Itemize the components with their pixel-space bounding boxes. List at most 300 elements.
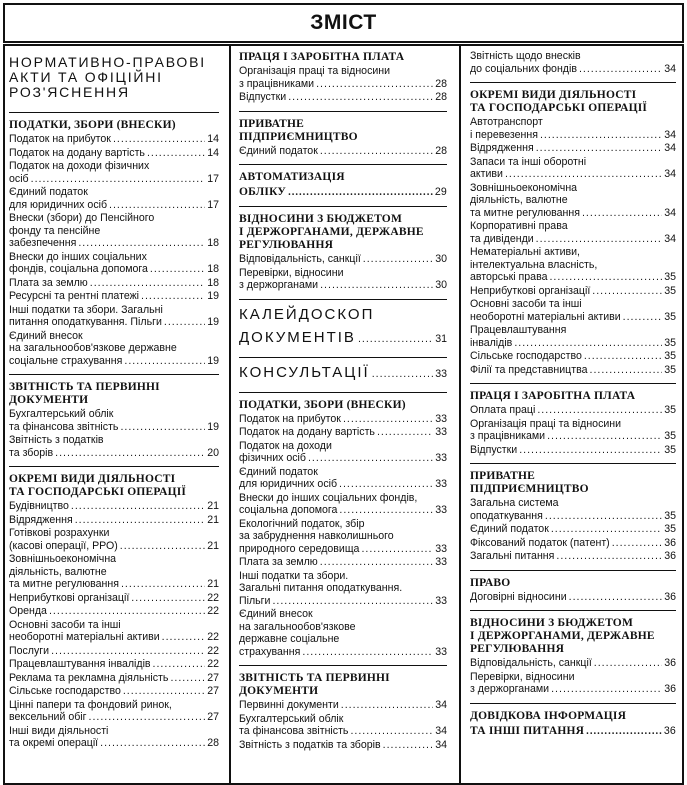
contents-entry[interactable] [239, 91, 447, 104]
page-number: 29 [434, 186, 447, 198]
entry-last-line [239, 543, 447, 556]
dot-leader [121, 578, 205, 591]
contents-entry[interactable] [470, 220, 676, 245]
contents-entry[interactable] [9, 186, 219, 211]
entry-last-line [470, 311, 676, 324]
contents-entry[interactable] [9, 553, 219, 591]
entry-last-line [9, 631, 219, 644]
dot-leader [55, 447, 205, 460]
entry-last-line [9, 658, 219, 671]
section-heading-line: ПРАЦЯ І ЗАРОБІТНА ПЛАТА [470, 390, 636, 402]
section-heading-entry[interactable] [239, 186, 447, 199]
contents-entry[interactable] [9, 212, 219, 250]
entry-text: з держорганами [239, 279, 319, 291]
entry-last-line [470, 271, 676, 284]
entry-text: і перевезення [470, 128, 538, 141]
entry-last-line [239, 452, 447, 465]
entry-last-line [239, 253, 447, 266]
page-number: 22 [207, 605, 219, 617]
section-heading-line: ОКРЕМІ ВИДИ ДІЯЛЬНОСТІ [470, 89, 637, 101]
contents-entry[interactable] [9, 645, 219, 658]
page-number: 36 [664, 550, 676, 562]
entry-text: питання оподаткування. Пільги [9, 316, 162, 328]
contents-section [470, 470, 676, 571]
dot-leader [113, 133, 205, 146]
section-heading-line: АКТИ ТА ОФІЦІЙНІ [9, 69, 163, 85]
section-heading-block [9, 55, 219, 100]
entry-last-line [470, 510, 676, 523]
page-number: 28 [435, 144, 447, 157]
page-number: 19 [207, 420, 219, 433]
entry-last-line [9, 173, 219, 186]
entry-text-line: діяльність, валютне [470, 194, 568, 206]
page-number: 36 [664, 536, 676, 549]
page-number: 22 [207, 591, 219, 604]
entry-text-line: Внески до інших соціальних [9, 250, 147, 263]
section-heading-line: КАЛЕЙДОСКОП [239, 305, 375, 323]
page-number: 34 [664, 128, 676, 141]
dot-leader [150, 263, 205, 276]
dot-leader [549, 271, 662, 284]
entry-text-line: Єдиний податок [239, 465, 318, 478]
section-heading-line: ПІДПРИЄМНИЦТВО [470, 483, 589, 495]
entry-last-line [239, 91, 447, 104]
page-number: 33 [435, 478, 447, 490]
page-number: 17 [207, 172, 219, 185]
contents-entry[interactable] [9, 514, 219, 527]
entry-text-line: Інші податки та збори. Загальні [9, 303, 163, 316]
entry-text-line: діяльність, валютне [9, 565, 107, 578]
page-number: 30 [435, 279, 447, 291]
entry-text: Ресурсні та рентні платежі [9, 290, 140, 302]
entry-text-line: Інші податки та збори. [239, 569, 349, 582]
section-heading-line: ПРИВАТНЕ [470, 470, 536, 482]
section-heading-block [9, 473, 219, 499]
entry-text-line: Працевлаштування [470, 324, 567, 336]
section-heading-line: ПОДАТКИ, ЗБОРИ (ВНЕСКИ) [9, 119, 176, 131]
entry-text-line: Цінні папери та фондовий ринок, [9, 698, 172, 711]
dot-leader [164, 316, 205, 329]
entry-last-line [239, 478, 447, 491]
contents-section [470, 577, 676, 612]
entry-last-line [239, 279, 447, 292]
entry-text: Договірні відносини [470, 590, 567, 603]
entry-text-line: Основні засоби та інші [9, 618, 121, 631]
dot-leader [623, 311, 663, 324]
entry-last-line [470, 537, 676, 550]
entry-last-line [239, 699, 447, 712]
entry-text: необоротні матеріальні активи [9, 631, 160, 643]
entry-last-line [470, 725, 676, 738]
contents-entry[interactable] [470, 142, 676, 155]
page-number: 34 [435, 699, 447, 711]
entry-text: Послуги [9, 644, 50, 657]
entry-text: з працівниками [470, 430, 546, 442]
entry-text: оподаткування [470, 509, 543, 522]
page-number: 22 [207, 658, 219, 670]
dot-leader [90, 277, 205, 290]
entry-text: (касові операції, РРО) [9, 539, 118, 552]
page-number: 31 [435, 332, 447, 345]
section-heading-line: ДОКУМЕНТИ [239, 685, 319, 697]
contents-entry[interactable] [470, 523, 676, 536]
entry-text: з працівниками [239, 77, 315, 90]
dot-leader [551, 683, 662, 696]
section-heading-block [470, 617, 676, 656]
page-number: 21 [207, 500, 219, 512]
entry-text: та митне регулювання [470, 206, 580, 219]
entry-text: Неприбуткові організації [470, 284, 591, 297]
entry-text: Відповідальність, санкції [239, 253, 361, 265]
dot-leader [75, 514, 205, 527]
contents-entry[interactable] [470, 550, 676, 563]
entry-last-line [470, 444, 676, 457]
dot-leader [100, 737, 205, 750]
contents-entry[interactable] [239, 492, 447, 517]
dot-leader [537, 404, 662, 417]
page-number: 18 [207, 237, 219, 249]
contents-entry[interactable] [239, 699, 447, 712]
entry-last-line [239, 186, 447, 199]
entry-text: з держорганами [470, 683, 550, 695]
section-heading-last[interactable] [239, 364, 447, 381]
contents-entry[interactable] [470, 591, 676, 604]
page-number: 33 [435, 645, 447, 658]
contents-entry[interactable] [470, 364, 676, 377]
entry-text: Відпустки [470, 443, 518, 456]
contents-entry[interactable] [239, 556, 447, 569]
contents-entry[interactable] [9, 527, 219, 552]
section-heading-line: ТА ГОСПОДАРСЬКІ ОПЕРАЦІЇ [9, 486, 187, 498]
contents-entry[interactable] [9, 304, 219, 329]
contents-frame [3, 44, 684, 785]
contents-entry[interactable] [470, 537, 676, 550]
dot-leader [594, 657, 662, 670]
section-heading-line: ПОДАТКИ, ЗБОРИ (ВНЕСКИ) [239, 398, 406, 411]
page-number: 35 [664, 509, 676, 522]
contents-entry[interactable] [9, 408, 219, 433]
entry-last-line [470, 350, 676, 363]
dot-leader [361, 543, 433, 556]
section-heading-line: РЕГУЛЮВАННЯ [470, 643, 565, 655]
column-divider [459, 46, 461, 783]
section-heading-line: ТА ГОСПОДАРСЬКІ ОПЕРАЦІЇ [470, 102, 648, 114]
entry-last-line [239, 739, 447, 752]
contents-entry[interactable] [239, 440, 447, 465]
contents-section [239, 51, 447, 112]
section-heading-line: ПІДПРИЄМНИЦТВО [239, 130, 358, 143]
contents-section [239, 118, 447, 166]
entry-text-line: Бухгалтерський облік [239, 712, 344, 725]
section-heading-block [470, 89, 676, 115]
title-box [3, 3, 684, 43]
contents-entry[interactable] [470, 404, 676, 417]
entry-text: Єдиний податок [470, 523, 549, 535]
page-number: 34 [664, 206, 676, 219]
contents-entry[interactable] [239, 466, 447, 491]
contents-entry[interactable] [9, 330, 219, 368]
page-number: 22 [207, 644, 219, 657]
entry-last-line [9, 263, 219, 276]
entry-text: інвалідів [470, 336, 513, 349]
contents-entry[interactable] [9, 605, 219, 618]
contents-entry[interactable] [239, 426, 447, 439]
page-number: 28 [435, 91, 447, 103]
section-heading-line: КОНСУЛЬТАЦІЇ [239, 363, 370, 381]
contents-entry[interactable] [470, 298, 676, 323]
dot-leader [582, 207, 662, 220]
dot-leader [584, 350, 662, 363]
page-number: 20 [207, 446, 219, 459]
section-heading-block [239, 399, 447, 412]
entry-text: та фінансова звітність [9, 420, 119, 433]
page-number: 19 [207, 354, 219, 367]
entry-text-line: державне соціальне [239, 633, 340, 645]
contents-entry[interactable] [239, 413, 447, 426]
section-heading-entry[interactable] [470, 725, 676, 738]
contents-entry[interactable] [470, 182, 676, 220]
contents-section [239, 171, 447, 207]
section-heading-line: РЕГУЛЮВАННЯ [239, 239, 334, 251]
dot-leader [170, 672, 205, 685]
entry-text: природного середовища [239, 542, 360, 555]
entry-text: до соціальних фондів [470, 62, 577, 75]
entry-text-line: Зовнішньоекономічна [9, 553, 117, 565]
entry-text: авторські права [470, 271, 548, 283]
entry-text: Загальні питання [470, 550, 555, 562]
contents-entry[interactable] [9, 672, 219, 685]
dot-leader [383, 739, 434, 752]
page-number: 34 [664, 168, 676, 180]
contents-entry[interactable] [470, 418, 676, 443]
dot-leader [519, 444, 662, 457]
contents-entry[interactable] [9, 725, 219, 750]
contents-entry[interactable] [239, 65, 447, 90]
entry-text-line: Організація праці та відносини [470, 417, 622, 430]
page-number: 36 [664, 590, 676, 603]
page-number: 35 [664, 350, 676, 362]
page-number: 33 [435, 426, 447, 438]
entry-last-line [9, 672, 219, 685]
page-number: 34 [664, 142, 676, 154]
contents-entry[interactable] [9, 160, 219, 185]
contents-entry[interactable] [470, 444, 676, 457]
entry-text-line: Організація праці та відносини [239, 65, 391, 77]
dot-leader [120, 421, 205, 434]
entry-text: Податок на додану вартість [9, 146, 145, 159]
entry-last-line [9, 421, 219, 434]
contents-entry[interactable] [470, 324, 676, 349]
entry-last-line [470, 523, 676, 536]
dot-leader [109, 199, 205, 212]
page-number: 34 [664, 232, 676, 245]
entry-text-line: Перевірки, відносини [470, 670, 575, 683]
entry-text: Відрядження [9, 513, 73, 526]
entry-last-line [470, 233, 676, 246]
contents-entry[interactable] [239, 713, 447, 738]
section-heading-last[interactable] [239, 329, 447, 346]
dot-leader [350, 725, 433, 738]
entry-last-line [9, 540, 219, 553]
entry-text: осіб [9, 172, 29, 185]
entry-last-line [470, 207, 676, 220]
contents-entry[interactable] [9, 685, 219, 698]
contents-entry[interactable] [239, 739, 447, 752]
entry-last-line [9, 605, 219, 618]
contents-entry[interactable] [239, 253, 447, 266]
page-number: 35 [664, 363, 676, 376]
contents-entry[interactable] [470, 497, 676, 522]
entry-text: Плата за землю [9, 276, 88, 289]
dot-leader [579, 63, 662, 76]
contents-entry[interactable] [470, 285, 676, 298]
entry-last-line [470, 683, 676, 696]
entry-last-line [470, 337, 676, 350]
entry-last-line [9, 355, 219, 368]
entry-text-line: Загальна система [470, 497, 559, 509]
entry-text: Оплата праці [470, 404, 536, 416]
contents-section [470, 617, 676, 704]
entry-last-line [9, 578, 219, 591]
contents-entry[interactable] [9, 434, 219, 459]
contents-entry[interactable] [9, 147, 219, 160]
contents-entry[interactable] [239, 608, 447, 658]
contents-entry[interactable] [9, 133, 219, 146]
contents-entry[interactable] [9, 500, 219, 513]
dot-leader [586, 725, 662, 738]
entry-text: Відпустки [239, 91, 287, 103]
contents-entry[interactable] [9, 290, 219, 303]
contents-entry[interactable] [9, 592, 219, 605]
page-number: 33 [435, 556, 447, 568]
dot-leader [545, 510, 662, 523]
contents-section [239, 213, 447, 300]
entry-last-line [239, 595, 447, 608]
section-heading-line: ПРАЦЯ І ЗАРОБІТНА ПЛАТА [239, 51, 405, 63]
contents-entry[interactable] [9, 277, 219, 290]
contents-column-3 [470, 49, 676, 751]
page-number: 34 [435, 725, 447, 737]
dot-leader [547, 430, 662, 443]
entry-last-line [239, 556, 447, 569]
page-number: 35 [664, 523, 676, 535]
entry-text: для юридичних осіб [9, 198, 108, 211]
dot-leader [556, 550, 662, 563]
page-number: 28 [435, 77, 447, 90]
page-number: 18 [207, 276, 219, 289]
entry-text: соціальна допомога [239, 504, 338, 516]
page-number: 21 [207, 578, 219, 590]
dot-leader [120, 540, 205, 553]
section-heading-line: ДОВІДКОВА ІНФОРМАЦІЯ [470, 709, 627, 722]
page-number: 21 [207, 513, 219, 526]
dot-leader [162, 631, 206, 644]
entry-text: вексельний обіг [9, 711, 87, 723]
contents-entry[interactable] [239, 570, 447, 608]
entry-text: необоротні матеріальні активи [470, 310, 621, 323]
contents-entry[interactable] [470, 657, 676, 670]
contents-entry[interactable] [9, 658, 219, 671]
section-heading-line: І ДЕРЖОРГАНАМИ, ДЕРЖАВНЕ [470, 630, 655, 642]
contents-entry[interactable] [239, 145, 447, 158]
entry-text-line: Готівкові розрахунки [9, 527, 110, 539]
contents-section [9, 55, 219, 113]
dot-leader [505, 168, 662, 181]
dot-leader [358, 333, 433, 345]
page-number: 35 [664, 443, 676, 456]
entry-text: та зборів [9, 446, 54, 459]
contents-entry[interactable] [470, 156, 676, 181]
page-number: 36 [663, 724, 676, 737]
entry-text-line: Перевірки, відносини [239, 266, 344, 279]
page-number: 27 [207, 711, 219, 723]
dot-leader [71, 500, 205, 513]
entry-text: забезпечення [9, 237, 77, 249]
entry-text-line: Податок на доходи фізичних [9, 160, 150, 172]
entry-text-line: Зовнішньоекономічна [470, 181, 578, 194]
entry-text: Реклама та рекламна діяльність [9, 671, 169, 684]
dot-leader [341, 699, 433, 712]
contents-entry[interactable] [470, 50, 676, 75]
entry-last-line [9, 290, 219, 303]
contents-entry[interactable] [239, 518, 447, 556]
entry-text: Філії та представництва [470, 363, 588, 376]
entry-last-line [470, 591, 676, 604]
section-heading-line: ВІДНОСИНИ З БЮДЖЕТОМ [239, 213, 403, 225]
entry-last-line [9, 592, 219, 605]
contents-entry[interactable] [239, 267, 447, 292]
contents-entry[interactable] [9, 251, 219, 276]
dot-leader [339, 478, 433, 491]
entry-text-line: Єдиний внесок [9, 329, 83, 342]
entry-last-line [9, 133, 219, 146]
page-number: 36 [664, 683, 676, 695]
page-number: 35 [664, 271, 676, 283]
dot-leader [288, 91, 433, 104]
dot-leader [320, 279, 433, 292]
entry-text: для юридичних осіб [239, 478, 338, 490]
contents-entry[interactable] [470, 350, 676, 363]
dot-leader [51, 645, 205, 658]
entry-text: та фінансова звітність [239, 725, 349, 737]
dot-leader [316, 78, 433, 91]
contents-entry[interactable] [470, 246, 676, 284]
entry-last-line [9, 711, 219, 724]
dot-leader [590, 364, 663, 377]
contents-entry[interactable] [470, 116, 676, 141]
entry-last-line [239, 725, 447, 738]
section-heading-line: АВТОМАТИЗАЦІЯ [239, 171, 345, 183]
dot-leader [551, 523, 662, 536]
contents-entry[interactable] [9, 699, 219, 724]
page-number: 17 [207, 198, 219, 211]
entry-last-line [470, 63, 676, 76]
section-heading-block [470, 390, 676, 403]
page-number: 33 [435, 412, 447, 425]
dot-leader [339, 504, 433, 517]
section-heading-line: ДОКУМЕНТІВ [239, 328, 356, 346]
section-heading-line: ПРИВАТНЕ [239, 117, 305, 130]
entry-text-line: Внески (збори) до Пенсійного [9, 212, 155, 224]
entry-last-line [470, 285, 676, 298]
entry-last-line [9, 737, 219, 750]
contents-entry[interactable] [470, 671, 676, 696]
entry-last-line [470, 657, 676, 670]
dot-leader [308, 452, 433, 465]
entry-last-line [9, 237, 219, 250]
entry-text-line: Інші види діяльності [9, 724, 109, 737]
contents-entry[interactable] [9, 619, 219, 644]
